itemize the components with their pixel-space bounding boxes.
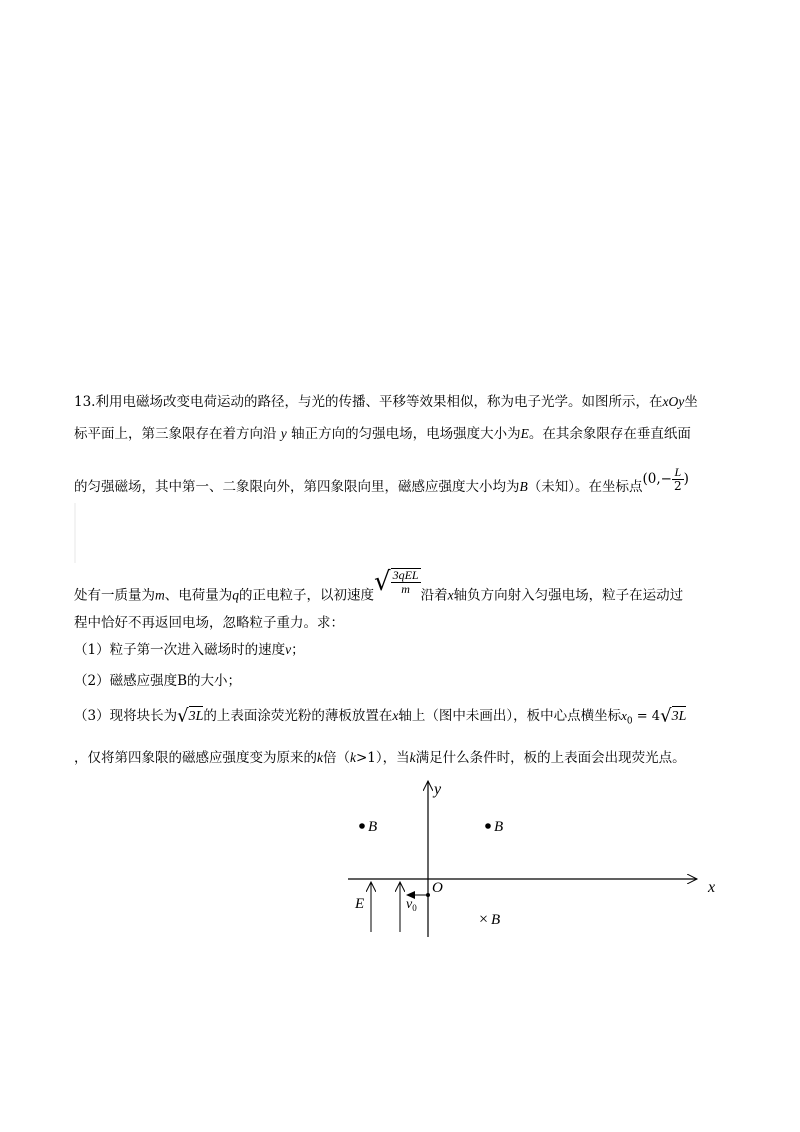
e-field-label: E — [355, 896, 365, 912]
text: 的上表面涂荧光粉的薄板放置在 — [203, 708, 393, 724]
radical-body: 3L — [189, 706, 204, 727]
numerator: 3qEL — [392, 568, 419, 582]
var-v: v — [285, 642, 292, 657]
var-e: E — [520, 426, 529, 441]
field-b-label-right: B — [494, 819, 504, 835]
field-b-label-left: B — [368, 819, 378, 835]
text: (0,− — [642, 471, 672, 487]
text: 。在其余象限存在垂直纸面 — [528, 426, 691, 442]
y-axis-label: y — [434, 781, 442, 798]
text: （1）粒子第一次进入磁场时的速度 — [74, 642, 286, 658]
denominator: 2 — [673, 479, 682, 493]
var-k: k — [409, 750, 416, 765]
var-x0: x — [621, 708, 627, 723]
v-symbol: v — [406, 897, 413, 912]
text: 倍（ — [323, 750, 350, 766]
numerator: L — [672, 466, 684, 480]
var-y: y — [280, 426, 287, 441]
text: ； — [291, 642, 305, 658]
equals-four: = 4 — [632, 709, 661, 724]
text: 坐 — [684, 394, 698, 410]
subscript: 0 — [626, 716, 633, 727]
var-k: k — [350, 750, 356, 765]
radical-sign: √ — [374, 567, 391, 597]
text: 轴上（图中未画出），板中心点横坐标 — [398, 708, 622, 724]
var-b: B — [519, 479, 528, 494]
field-out-dot-left — [359, 823, 365, 829]
var-x: x — [447, 587, 454, 603]
var-x: x — [392, 708, 399, 723]
x-axis-label: x — [708, 879, 716, 896]
text: >1），当 — [356, 750, 410, 766]
radical-sign: √ — [660, 705, 672, 727]
radical-body: 3L — [672, 706, 687, 727]
var-m: m — [155, 587, 165, 603]
var-xoy: xOy — [662, 394, 685, 409]
text: 的匀强磁场，其中第一、二象限向外，第四象限向里，磁感应强度大小均为 — [74, 479, 520, 495]
text: 满足什么条件时，板的上表面会出现荧光点。 — [415, 750, 686, 766]
text: 沿着 — [420, 587, 448, 604]
text: ，仅将第四象限的磁感应强度变为原来的 — [74, 750, 317, 766]
radical-sign: √ — [177, 705, 189, 727]
v0-label — [406, 897, 417, 913]
text: （2）磁感应强度B的大小； — [74, 673, 242, 689]
text: 轴正方向的匀强电场，电场强度大小为 — [291, 426, 521, 442]
var-q: q — [232, 587, 239, 603]
v-subscript: 0 — [412, 903, 417, 913]
field-into-cross: × — [479, 911, 489, 928]
text: （3）现将块长为 — [74, 708, 178, 724]
field-out-dot-right — [485, 823, 491, 829]
origin-label: O — [432, 880, 443, 896]
text: （未知）。在坐标点 — [527, 479, 643, 495]
field-b-label-fourth: B — [491, 912, 501, 928]
text: 的正电粒子，以初速度 — [239, 587, 374, 604]
text: ) — [683, 471, 689, 487]
var-k: k — [317, 750, 323, 765]
text: 程中恰好不再返回电场，忽略粒子重力。求： — [74, 615, 344, 631]
text: 标平面上，第三象限存在着方向沿 — [74, 426, 277, 442]
text: 处有一质量为 — [74, 587, 155, 604]
denominator: m — [401, 582, 410, 596]
text: 轴负方向射入匀强电场，粒子在运动过 — [453, 587, 684, 604]
text: 13.利用电磁场改变电荷运动的路径，与光的传播、平移等效果相似，称为电子光学。如图所示，在 — [74, 394, 663, 410]
text: 、电荷量为 — [164, 587, 233, 604]
